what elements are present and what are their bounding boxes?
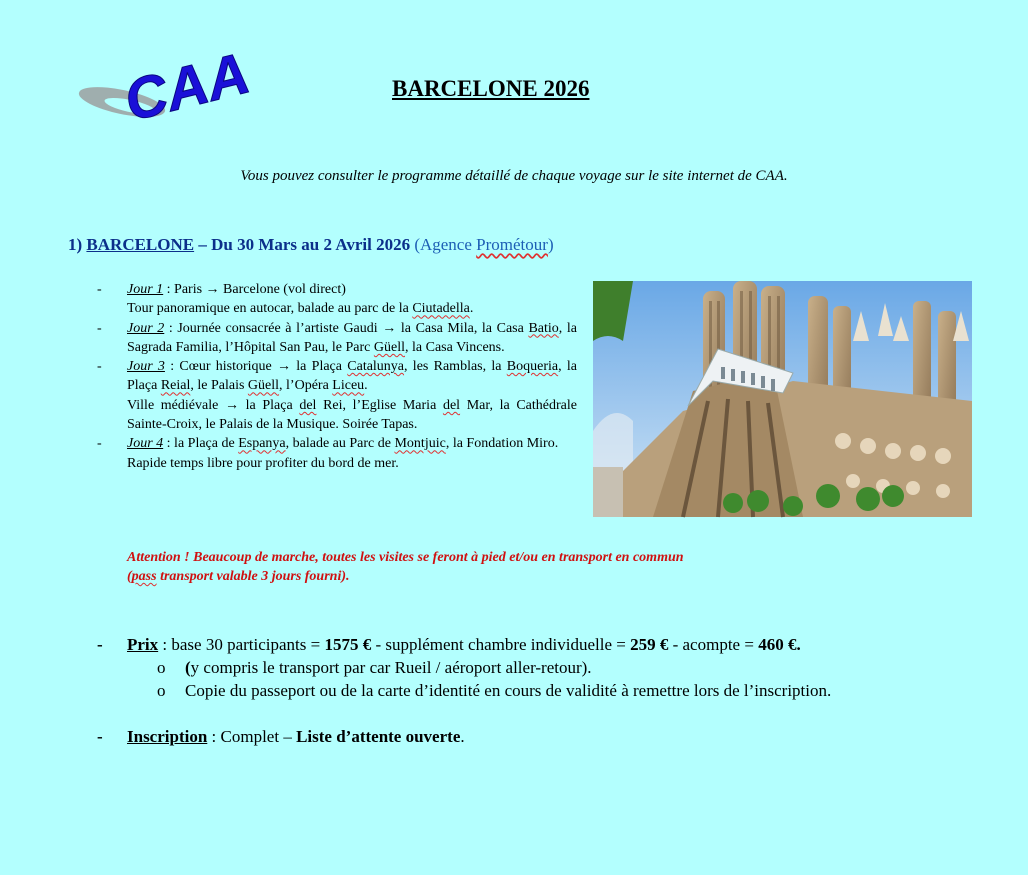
- day-3-f: .: [364, 378, 368, 394]
- day-1-line-b: Tour panoramique en autocar, balade au parc de la: [127, 301, 413, 317]
- day-1-line-a: : Paris → Barcelone (vol direct): [163, 282, 346, 297]
- sub-paren: (: [185, 658, 191, 677]
- day-3-text: [127, 357, 577, 434]
- bullet-dash: -: [97, 727, 103, 746]
- day-4-a: : la Plaça de: [163, 436, 239, 452]
- day-3-b: , les Ramblas, la: [404, 359, 507, 375]
- day-4-text: [127, 434, 577, 473]
- single-supplement: 259 €: [630, 635, 669, 654]
- program-list: [97, 280, 577, 473]
- price-text-3: - acompte =: [668, 635, 759, 654]
- day-4-place-2: Montjuic: [394, 436, 446, 452]
- bullet-dash: -: [97, 282, 102, 297]
- price-text-2: - supplément chambre individuelle =: [371, 635, 631, 654]
- day-3-place-7: del: [442, 397, 461, 413]
- price-value: 1575 €: [324, 635, 372, 654]
- agency-name: Prométour: [476, 235, 548, 254]
- program-day-2: [97, 319, 577, 358]
- bullet-dash: -: [97, 436, 102, 452]
- day-3-place-1: Catalunya: [347, 359, 405, 375]
- price-text-1: : base 30 participants =: [158, 635, 325, 654]
- bullet-dash: -: [97, 635, 103, 654]
- day-1-place: Ciutadella: [412, 301, 470, 317]
- trip-name: BARCELONE: [86, 235, 195, 254]
- price-text: [127, 633, 801, 656]
- attention-pass: pass: [131, 569, 157, 584]
- day-2-label: Jour 2: [127, 320, 165, 336]
- day-2-text: [127, 319, 577, 358]
- price-sub-1-text: [185, 656, 592, 679]
- bullet-dash: -: [97, 359, 102, 375]
- page-title: BARCELONE 2026: [392, 76, 590, 101]
- agency-open: (Agence: [414, 235, 472, 254]
- sagrada-familia-photo: [593, 281, 972, 517]
- day-3-place-3: Reial: [160, 378, 191, 394]
- day-3-a: : Cœur historique → la Plaça: [164, 359, 348, 375]
- inscription-label: Inscription: [127, 727, 208, 746]
- day-4-d: Rapide temps libre pour profiter du bord de mer.: [127, 455, 399, 471]
- day-2-place-2: Güell: [373, 339, 405, 355]
- trip-number: 1): [68, 235, 83, 254]
- day-1-end: .: [469, 301, 474, 317]
- day-1-text: [127, 280, 577, 319]
- bullet-circle: o: [157, 658, 166, 677]
- caa-logo: [72, 40, 256, 134]
- day-3-c: , la Plaça: [127, 359, 577, 394]
- inscription-end: .: [460, 727, 465, 746]
- bullet-circle: o: [157, 681, 166, 700]
- day-3-place-6: del: [299, 397, 317, 413]
- attention-line-1: Attention ! Beaucoup de marche, toutes les visites se feront à pied et/ou en transport en commun: [127, 550, 684, 565]
- trip-agency: [414, 235, 553, 254]
- day-4-b: , balade au Parc de: [285, 436, 395, 452]
- trip-dates: – Du 30 Mars au 2 Avril 2026: [198, 235, 411, 254]
- inscription-text-1: : Complet –: [207, 727, 297, 746]
- sub-1-text: y compris le transport par car Rueil / aéroport aller-retour).: [190, 658, 592, 677]
- inscription-status: Liste d’attente ouverte: [296, 727, 461, 746]
- price-sub-2: [157, 679, 997, 702]
- inscription-text: [127, 725, 465, 748]
- price-row: [97, 633, 997, 656]
- intro-text: Vous pouvez consulter le programme détaillé de chaque voyage sur le site internet de CAA.: [240, 168, 788, 184]
- day-3-e: , l’Opéra: [279, 378, 333, 394]
- attention-note: [127, 548, 847, 586]
- program-day-3: [97, 357, 577, 434]
- day-4-label: Jour 4: [127, 436, 164, 452]
- bullet-dash: -: [97, 320, 102, 336]
- agency-close: ): [547, 235, 554, 254]
- trip-heading: [68, 235, 554, 255]
- day-3-place-5: Liceu: [332, 378, 365, 394]
- price-sub-1: [157, 656, 997, 679]
- day-3-d: , le Palais: [190, 378, 248, 394]
- attention-open: (: [127, 569, 132, 584]
- spacer: [97, 702, 997, 725]
- day-3-place-2: Boqueria: [506, 359, 559, 375]
- day-4-place-1: Espanya: [238, 436, 286, 452]
- attention-line-2: [127, 567, 847, 586]
- price-label: Prix: [127, 635, 159, 654]
- day-2-c: , la Casa Vincens.: [405, 339, 505, 355]
- price-info: [97, 633, 997, 748]
- day-1-label: Jour 1: [127, 282, 164, 297]
- day-3-g: Ville médiévale → la Plaça: [127, 397, 300, 413]
- day-3-place-4: Güell: [247, 378, 280, 394]
- attention-rest: transport valable 3 jours fourni).: [156, 569, 350, 584]
- day-3-i: Mar, la Cathédrale Sainte-Croix, le Palais de la Musique. Soirée Tapas.: [127, 397, 577, 433]
- program-day-1: [97, 280, 577, 319]
- day-2-a: : Journée consacrée à l’artiste Gaudi → la Casa Mila, la Casa: [164, 320, 529, 336]
- caa-logo-text: CAA: [118, 40, 256, 134]
- inscription-row: [97, 725, 997, 748]
- price-sub-2-text: Copie du passeport ou de la carte d’identité en cours de validité à remettre lors de l’inscription.: [185, 681, 832, 700]
- day-4-c: , la Fondation Miro.: [445, 436, 559, 452]
- day-3-label: Jour 3: [127, 359, 165, 375]
- day-3-h: Rei, l’Eglise Maria: [316, 397, 443, 413]
- program-day-4: [97, 434, 577, 473]
- day-2-b: , la Sagrada Familia, l’Hôpital San Pau, le Parc: [127, 320, 577, 355]
- day-2-place-1: Batio: [528, 320, 559, 336]
- deposit-value: 460 €.: [758, 635, 801, 654]
